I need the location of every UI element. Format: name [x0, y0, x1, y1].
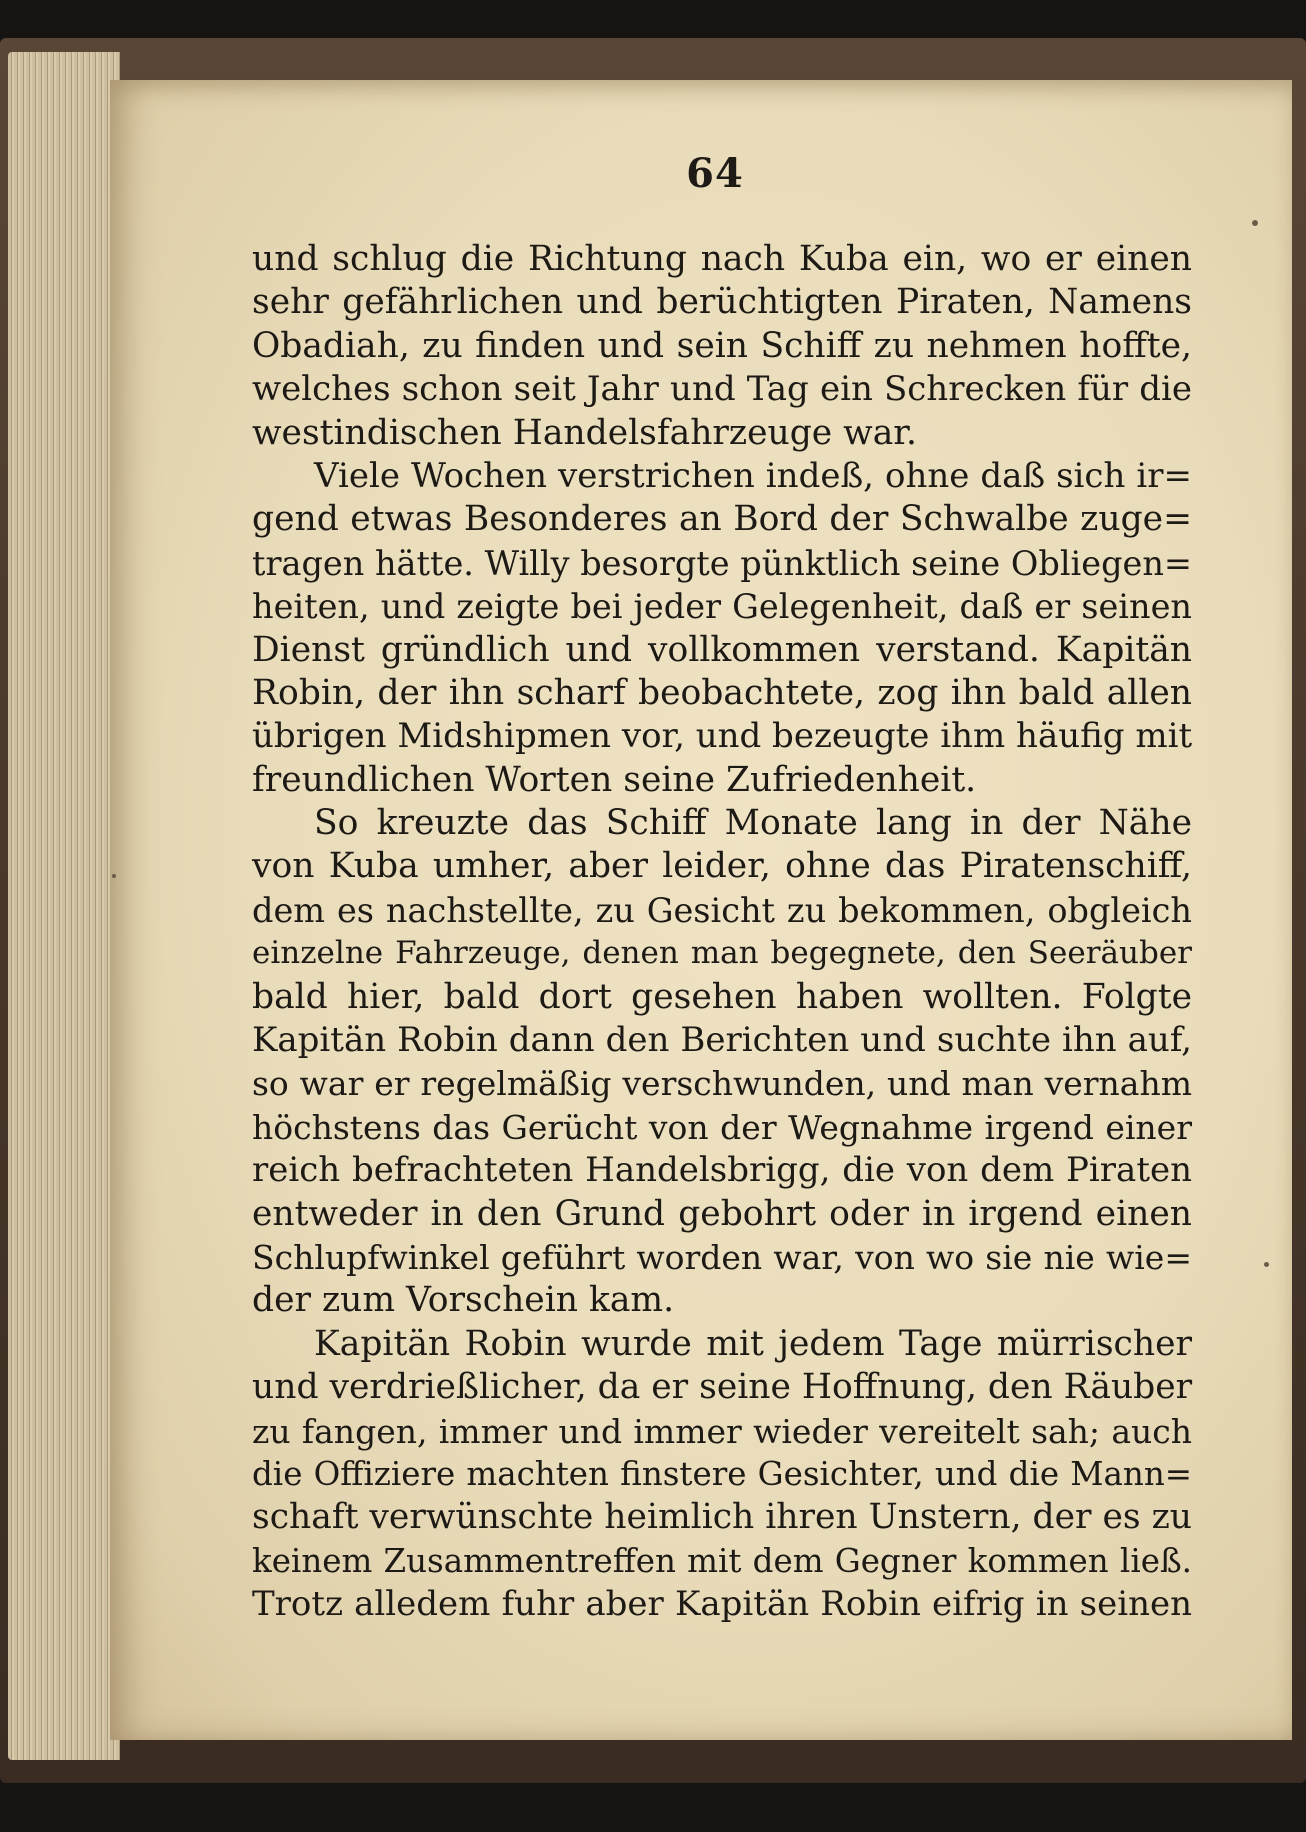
page-number: 64 [686, 150, 744, 197]
text-line: tragen hätte. Willy besorgte pünktlich seine Obliegen= [252, 543, 1192, 583]
text-line: Kapitän Robin wurde mit jedem Tage mürrischer [314, 1323, 1192, 1364]
text-line: Robin, der ihn scharf beobachtete, zog ihn bald allen [252, 672, 1192, 713]
text-line: sehr gefährlichen und berüchtigten Piraten, Namens [252, 282, 1192, 323]
text-line: Schlupfwinkel geführt worden war, von wo sie nie wie= [252, 1237, 1192, 1277]
ink-speck [1264, 1262, 1269, 1267]
text-line: So kreuzte das Schiff Monate lang in der Nähe [314, 803, 1192, 844]
text-line: zu fangen, immer und immer wieder vereitelt sah; auch [252, 1411, 1192, 1451]
text-line: einzelne Fahrzeuge, denen man begegnete, den Seeräuber [252, 935, 1192, 972]
text-line: und verdrießlicher, da er seine Hoffnung, den Räuber [252, 1367, 1193, 1408]
text-line: bald hier, bald dort gesehen haben wollten. Folgte [252, 976, 1192, 1017]
text-line: und schlug die Richtung nach Kuba ein, wo er einen [252, 239, 1192, 279]
text-line: schaft verwünschte heimlich ihren Unstern, der es zu [252, 1497, 1192, 1538]
text-line: Trotz alledem fuhr aber Kapitän Robin eifrig in seinen [252, 1584, 1192, 1625]
text-line: welches schon seit Jahr und Tag ein Schrecken für die [252, 369, 1192, 410]
text-line: Obadiah, zu finden und sein Schiff zu nehmen hoffte, [252, 325, 1192, 366]
text-line: höchstens das Gerücht von der Wegnahme irgend einer [252, 1107, 1192, 1147]
text-line: übrigen Midshipmen vor, und bezeugte ihm häufig mit [252, 716, 1193, 757]
text-line: Kapitän Robin dann den Berichten und suchte ihn auf, [252, 1020, 1192, 1061]
text-line: Dienst gründlich und vollkommen verstand. Kapitän [252, 629, 1192, 670]
text-line: heiten, und zeigte bei jeder Gelegenheit, daß er seinen [252, 587, 1192, 627]
body-text [252, 238, 1192, 1627]
text-line: freundlichen Worten seine Zufriedenheit. [252, 759, 977, 800]
text-line: westindischen Handelsfahrzeuge war. [252, 412, 917, 453]
text-line: Viele Wochen verstrichen indeß, ohne daß sich ir= [314, 455, 1192, 496]
text-line: der zum Vorschein kam. [252, 1280, 675, 1321]
text-line: so war er regelmäßig verschwunden, und man vernahm [252, 1064, 1192, 1104]
text-line: dem es nachstellte, zu Gesicht zu bekommen, obgleich [252, 890, 1192, 930]
text-line: gend etwas Besonderes an Bord der Schwalbe zuge= [252, 499, 1192, 540]
text-line: keinem Zusammentreffen mit dem Gegner kommen ließ. [252, 1541, 1192, 1580]
ink-speck [1252, 220, 1258, 226]
text-line: die Offiziere machten finstere Gesichter, und die Mann= [252, 1454, 1192, 1493]
page-edges [8, 52, 120, 1760]
text-line: entweder in den Grund gebohrt oder in irgend einen [252, 1193, 1192, 1234]
text-line: reich befrachteten Handelsbrigg, die von dem Piraten [252, 1150, 1192, 1191]
ink-speck [112, 874, 116, 878]
text-line: von Kuba umher, aber leider, ohne das Piratenschiff, [252, 846, 1192, 887]
